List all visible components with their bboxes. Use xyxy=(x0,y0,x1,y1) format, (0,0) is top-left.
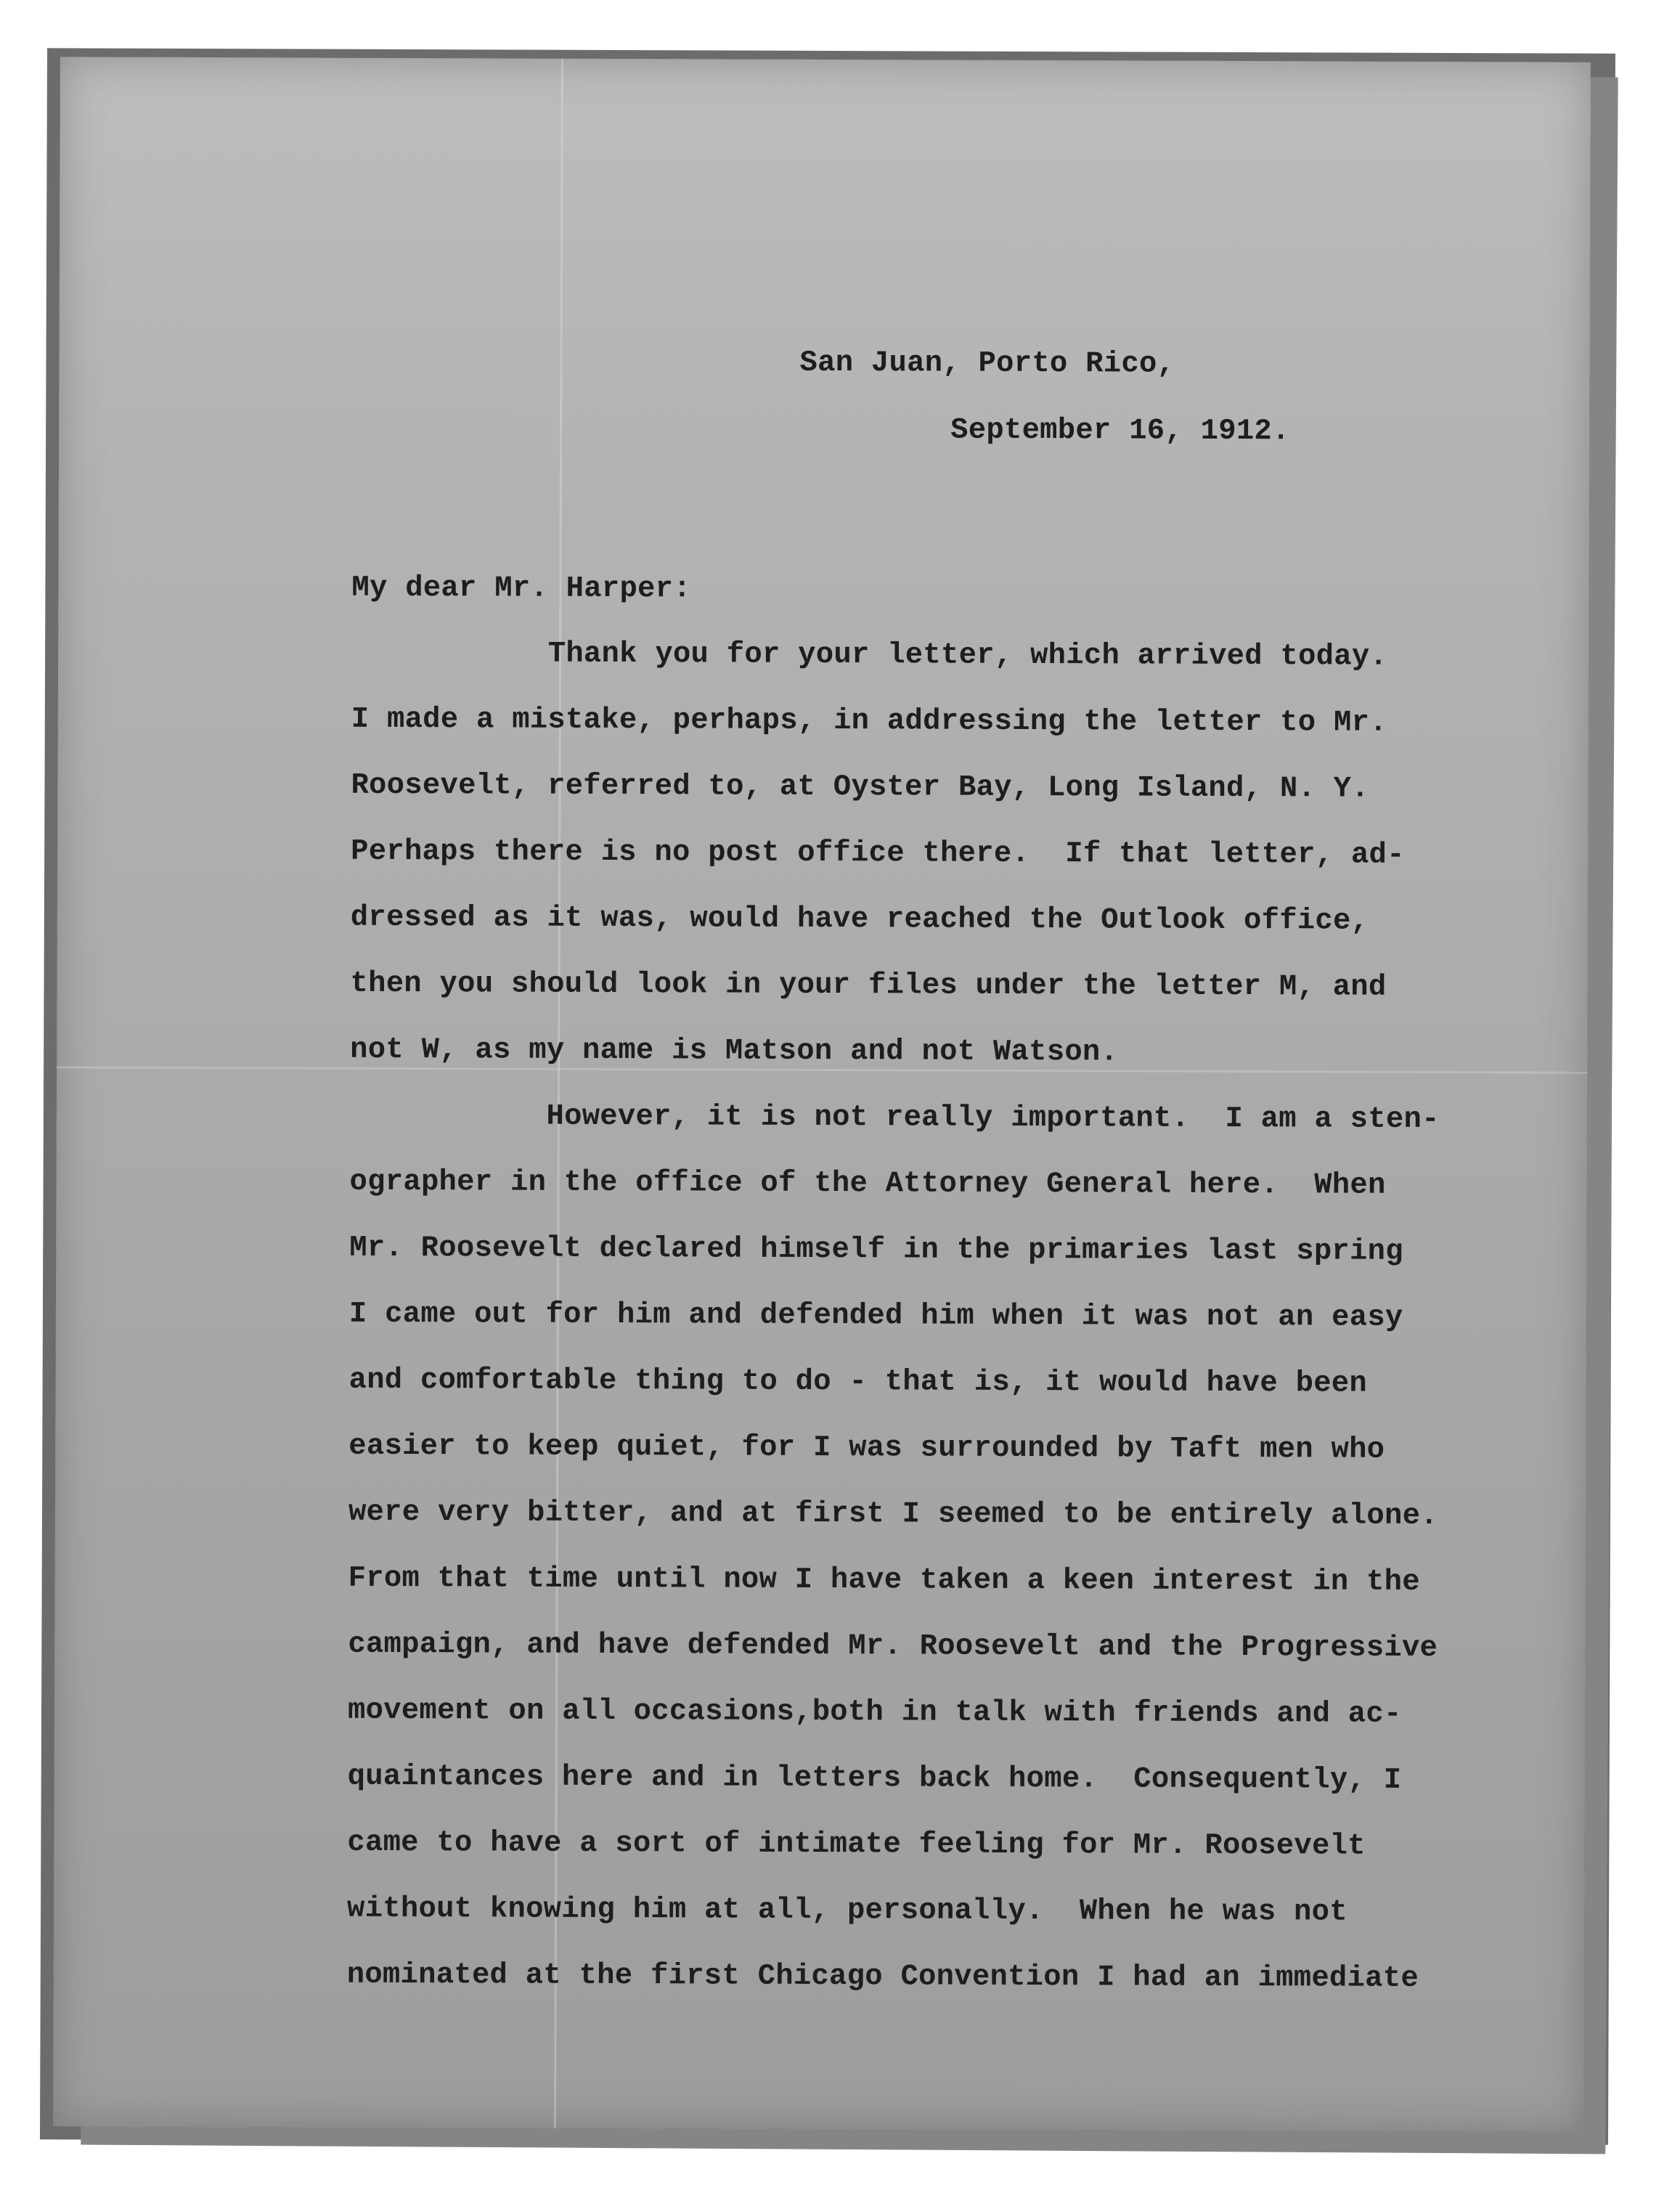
letter-line: not W, as my name is Matson and not Watson. xyxy=(350,1033,1119,1070)
vertical-fold-crease xyxy=(554,59,563,2128)
letter-line: easier to keep quiet, for I was surrounded by Taft men who xyxy=(348,1429,1385,1467)
letter-line: From that time until now I have taken a keen interest in the xyxy=(348,1561,1420,1599)
letter-line: ographer in the office of the Attorney General here. When xyxy=(349,1165,1386,1203)
letter-line: were very bitter, and at first I seemed to be entirely alone. xyxy=(348,1495,1438,1533)
letter-place: San Juan, Porto Rico, xyxy=(799,346,1175,381)
letter-line: Roosevelt, referred to, at Oyster Bay, Long Island, N. Y. xyxy=(351,768,1369,806)
letter-line: movement on all occasions,both in talk with friends and ac- xyxy=(347,1693,1402,1731)
letter-date: September 16, 1912. xyxy=(950,413,1290,449)
letter-line: without knowing him at all, personally. When he was not xyxy=(347,1892,1347,1929)
letter-line: Perhaps there is no post office there. If that letter, ad- xyxy=(351,834,1405,872)
letter-page xyxy=(53,57,1591,2131)
letter-line: and comfortable thing to do - that is, it would have been xyxy=(348,1363,1368,1401)
letter-line: campaign, and have defended Mr. Roosevelt and the Progressive xyxy=(348,1627,1438,1665)
letter-line: I came out for him and defended him when it was not an easy xyxy=(348,1297,1403,1335)
letter-line: Mr. Roosevelt declared himself in the primaries last spring xyxy=(349,1231,1403,1269)
letter-line: quaintances here and in letters back home. Consequently, I xyxy=(347,1759,1402,1797)
letter-line: dressed as it was, would have reached the Outlook office, xyxy=(350,900,1369,938)
letter-salutation: My dear Mr. Harper: xyxy=(351,571,691,606)
letter-line: then you should look in your files under the letter M, and xyxy=(350,967,1387,1004)
letter-line: came to have a sort of intimate feeling for Mr. Roosevelt xyxy=(347,1826,1366,1863)
letter-line: However, it is not really important. I am a sten- xyxy=(349,1099,1440,1136)
letter-line: Thank you for your letter, which arrived today. xyxy=(351,636,1388,674)
letter-line: I made a mistake, perhaps, in addressing the letter to Mr. xyxy=(351,702,1387,740)
letter-line: nominated at the first Chicago Convention I had an immediate xyxy=(346,1958,1419,1995)
